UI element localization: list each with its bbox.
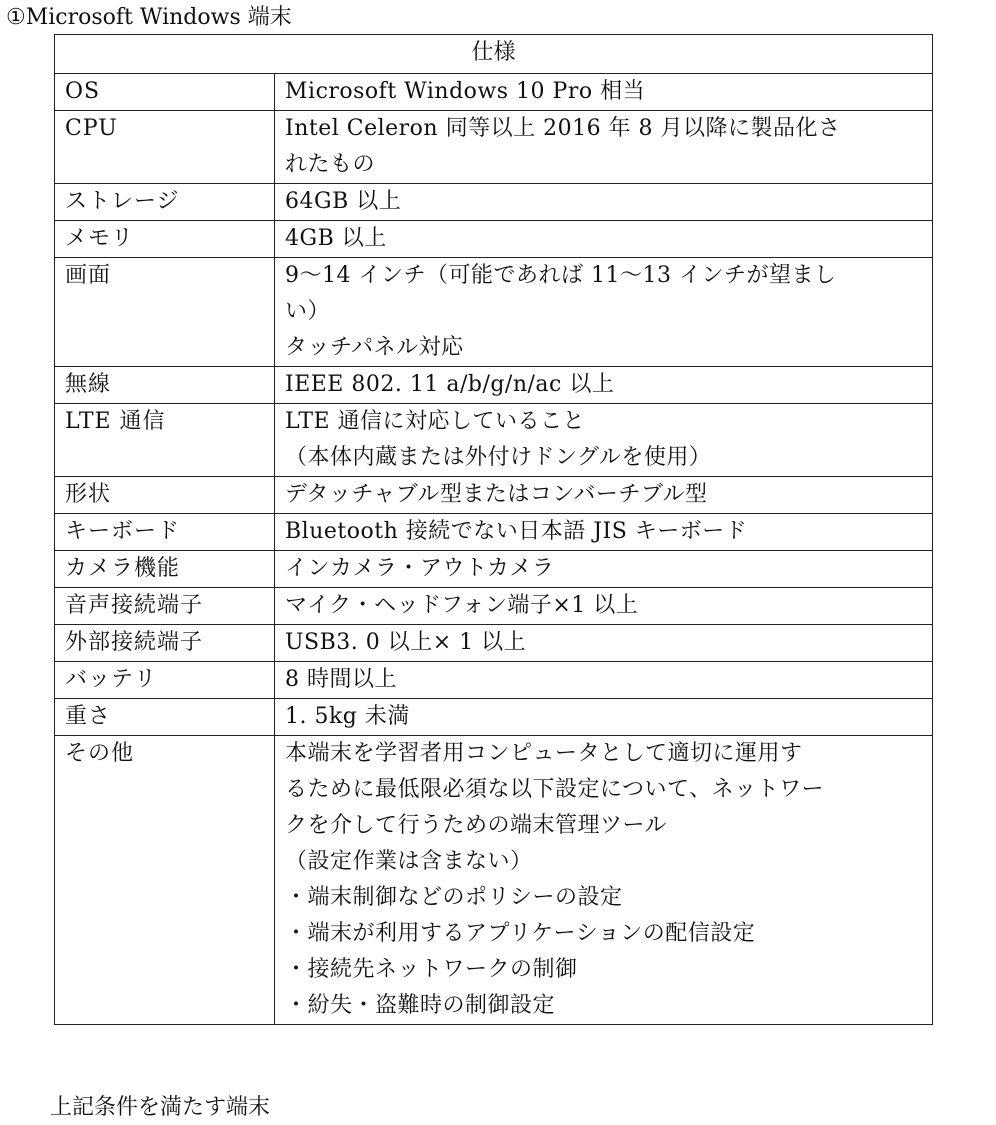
table-row [55, 551, 933, 588]
spec-value-line: ・端末が利用するアプリケーションの配信設定 [285, 921, 756, 946]
spec-value [275, 111, 933, 184]
table-row [55, 111, 933, 184]
table-row [55, 367, 933, 404]
spec-value-line: タッチパネル対応 [285, 335, 464, 360]
spec-value-line: Bluetooth 接続でない日本語 JIS キーボード [285, 519, 748, 544]
table-header: 仕様 [55, 35, 933, 74]
spec-value [275, 184, 933, 221]
spec-value-line: れたもの [285, 152, 376, 177]
spec-value-line: 4GB 以上 [285, 226, 387, 251]
spec-value-line: （設定作業は含まない） [285, 849, 533, 874]
spec-value [275, 736, 933, 1025]
spec-value [275, 74, 933, 111]
spec-value-line: デタッチャブル型またはコンバーチブル型 [285, 482, 708, 507]
spec-value-line: クを介して行うための端末管理ツール [285, 813, 668, 838]
spec-value-line: マイク・ヘッドフォン端子×1 以上 [285, 593, 639, 618]
table-row [55, 184, 933, 221]
spec-value-line: 1. 5kg 未満 [285, 704, 410, 729]
spec-value-line: 64GB 以上 [285, 189, 402, 214]
table-row [55, 477, 933, 514]
spec-value-line: 8 時間以上 [285, 667, 397, 692]
spec-label: バッテリ [55, 662, 275, 699]
spec-label: カメラ機能 [55, 551, 275, 588]
spec-value [275, 625, 933, 662]
spec-label: 音声接続端子 [55, 588, 275, 625]
spec-value-line: LTE 通信に対応していること [285, 409, 586, 434]
spec-table [54, 34, 933, 1025]
page-heading: ①Microsoft Windows 端末 [6, 5, 292, 30]
spec-value [275, 367, 933, 404]
spec-label: 画面 [55, 258, 275, 367]
spec-value-line: インカメラ・アウトカメラ [285, 556, 555, 581]
spec-value-line: USB3. 0 以上× 1 以上 [285, 630, 527, 655]
spec-value-line: 本端末を学習者用コンピュータとして適切に運用す [285, 741, 803, 766]
spec-value [275, 551, 933, 588]
spec-label: その他 [55, 736, 275, 1025]
spec-label: メモリ [55, 221, 275, 258]
spec-value [275, 258, 933, 367]
spec-value-line: Intel Celeron 同等以上 2016 年 8 月以降に製品化さ [285, 116, 841, 141]
spec-label: ストレージ [55, 184, 275, 221]
spec-value-line: ・端末制御などのポリシーの設定 [285, 885, 623, 910]
spec-value-line: （本体内蔵または外付けドングルを使用） [285, 445, 712, 470]
spec-value-line: い） [285, 299, 331, 324]
spec-value-line: るために最低限必須な以下設定について、ネットワー [285, 777, 825, 802]
spec-table-body [55, 74, 933, 1025]
table-row [55, 404, 933, 477]
spec-label: 外部接続端子 [55, 625, 275, 662]
spec-label: 形状 [55, 477, 275, 514]
spec-value-line: ・接続先ネットワークの制御 [285, 957, 578, 982]
spec-value [275, 588, 933, 625]
table-row [55, 588, 933, 625]
spec-value-line: IEEE 802. 11 a/b/g/n/ac 以上 [285, 372, 615, 397]
spec-value [275, 662, 933, 699]
table-row [55, 625, 933, 662]
spec-value [275, 221, 933, 258]
spec-label: CPU [55, 111, 275, 184]
spec-label: OS [55, 74, 275, 111]
spec-label: キーボード [55, 514, 275, 551]
spec-value-line: Microsoft Windows 10 Pro 相当 [285, 79, 646, 104]
table-row [55, 736, 933, 1025]
spec-value [275, 404, 933, 477]
spec-label: 無線 [55, 367, 275, 404]
table-row [55, 221, 933, 258]
footnote: 上記条件を満たす端末 [50, 1095, 271, 1120]
spec-label: LTE 通信 [55, 404, 275, 477]
table-row [55, 258, 933, 367]
table-row [55, 74, 933, 111]
spec-value [275, 514, 933, 551]
spec-value [275, 699, 933, 736]
spec-value-line: ・紛失・盗難時の制御設定 [285, 993, 556, 1018]
spec-value-line: 9～14 インチ（可能であれば 11～13 インチが望まし [285, 263, 837, 288]
table-row [55, 514, 933, 551]
table-header-row [55, 35, 933, 74]
spec-value [275, 477, 933, 514]
table-row [55, 662, 933, 699]
table-row [55, 699, 933, 736]
spec-label: 重さ [55, 699, 275, 736]
